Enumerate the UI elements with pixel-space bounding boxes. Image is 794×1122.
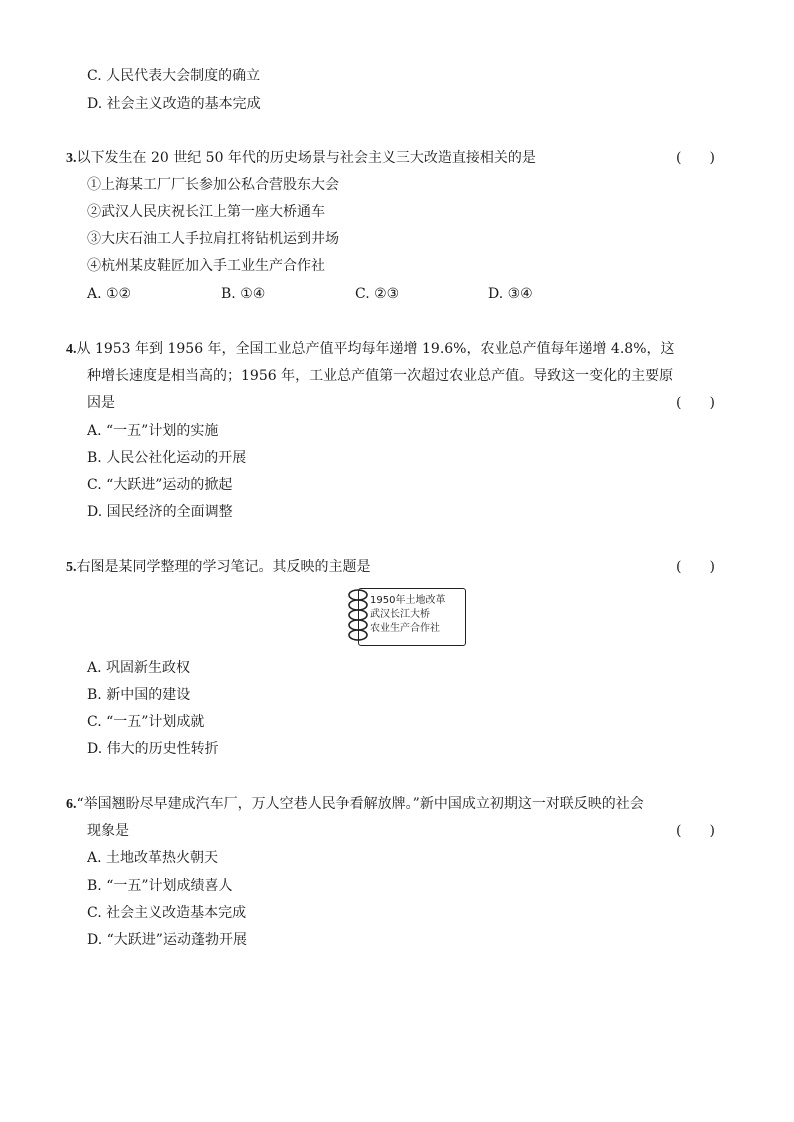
notebook-text: [370, 594, 462, 636]
q6-option-a: A. 土地改革热火朝天: [87, 850, 219, 866]
q5-number: 5.: [66, 560, 77, 575]
q3-item: ①上海某工厂厂长参加公私合营股东大会: [87, 177, 339, 193]
q6-stem-text: “举国翘盼尽早建成汽车厂，万人空巷人民争看解放牌。”新中国成立初期这一对联反映的社会: [76, 796, 644, 812]
q5-option-c: C. “一五”计划成就: [87, 714, 205, 730]
q3-stem: [66, 148, 536, 169]
q4-answer-blank: ( ): [676, 395, 715, 411]
q3-option-c: C. ②③: [355, 286, 400, 302]
q5-stem-text: 右图是某同学整理的学习笔记。其反映的主题是: [76, 559, 371, 575]
q5-option-b: B. 新中国的建设: [87, 687, 191, 703]
q6-number: 6.: [66, 797, 77, 812]
q6-stem-line2: 现象是: [87, 823, 129, 839]
q5-option-a: A. 巩固新生政权: [87, 660, 191, 676]
q3-option-a: A. ①②: [87, 286, 132, 302]
q4-stem-text: 从 1953 年到 1956 年，全国工业总产值平均每年递增 19.6%，农业总产值每年递增 4.8%，这: [76, 341, 675, 357]
q2-option-c: C. 人民代表大会制度的确立: [87, 68, 261, 84]
q3-item: ②武汉人民庆祝长江上第一座大桥通车: [87, 204, 325, 220]
q2-option-d: D. 社会主义改造的基本完成: [87, 96, 261, 112]
q4-option-d: D. 国民经济的全面调整: [87, 504, 233, 520]
q3-option-d: D. ③④: [488, 286, 533, 302]
q5-stem: [66, 557, 371, 578]
q6-stem-line1: [66, 794, 644, 815]
q5-option-d: D. 伟大的历史性转折: [87, 741, 219, 757]
q4-stem-line3: 因是: [87, 395, 115, 411]
q6-option-d: D. “大跃进”运动蓬勃开展: [87, 932, 247, 948]
q3-answer-blank: ( ): [676, 150, 715, 166]
q3-number: 3.: [66, 151, 77, 166]
note-line: 武汉长江大桥: [370, 609, 430, 620]
q4-stem-line1: [66, 339, 675, 360]
q3-stem-text: 以下发生在 20 世纪 50 年代的历史场景与社会主义三大改造直接相关的是: [76, 150, 536, 166]
study-notebook-figure: [344, 586, 466, 646]
q4-option-b: B. 人民公社化运动的开展: [87, 450, 247, 466]
q3-item: ③大庆石油工人手拉肩扛将钻机运到井场: [87, 231, 339, 247]
q4-number: 4.: [66, 342, 77, 357]
q4-option-a: A. “一五”计划的实施: [87, 423, 219, 439]
note-line: 农业生产合作社: [370, 623, 440, 634]
q3-option-b: B. ①④: [221, 286, 266, 302]
note-line: 1950年土地改革: [370, 595, 446, 606]
q6-option-c: C. 社会主义改造基本完成: [87, 905, 247, 921]
q4-option-c: C. “大跃进”运动的掀起: [87, 477, 233, 493]
q5-answer-blank: ( ): [676, 559, 715, 575]
q3-item: ④杭州某皮鞋匠加入手工业生产合作社: [87, 258, 325, 274]
q6-option-b: B. “一五”计划成绩喜人: [87, 878, 233, 894]
q6-answer-blank: ( ): [676, 823, 715, 839]
q4-stem-line2: 种增长速度是相当高的；1956 年，工业总产值第一次超过农业总产值。导致这一变化的主要原: [87, 368, 674, 384]
